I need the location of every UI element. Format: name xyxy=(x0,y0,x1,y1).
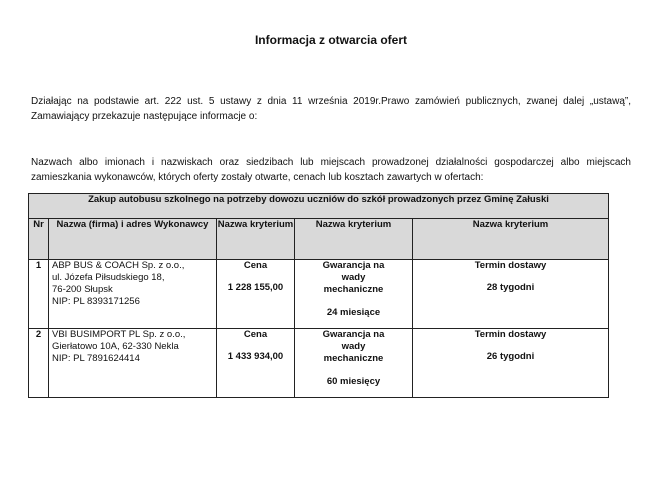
warranty-value: 24 miesiące xyxy=(326,307,381,318)
table-row xyxy=(29,329,609,398)
firm-line: 76-200 Słupsk xyxy=(52,284,113,295)
offers-table xyxy=(28,193,609,398)
delivery-label: Termin dostawy xyxy=(474,260,547,271)
firm-cell xyxy=(49,329,217,398)
warranty-label: Gwarancja na wady mechaniczne xyxy=(322,329,385,364)
firm-line: NIP: PL 8393171256 xyxy=(52,296,140,307)
bidders-intro-paragraph: Nazwach albo imionach i nazwiskach oraz siedzibach lub miejscach prowadzonej działalności gospodarczej albo miejscach zamieszkania wykonawców, których oferty zostały otwarte, cenach lub kosztach zawartych w ofertach: xyxy=(31,157,631,183)
col-criterion-3-header: Nazwa kryterium xyxy=(413,219,609,260)
price-label: Cena xyxy=(243,260,268,271)
firm-line: NIP: PL 7891624414 xyxy=(52,353,140,364)
firm-line: ul. Józefa Piłsudskiego 18, xyxy=(52,272,165,283)
warranty-label: Gwarancja na wady mechaniczne xyxy=(322,260,385,295)
delivery-value: 26 tygodni xyxy=(486,351,535,362)
col-criterion-1-header: Nazwa kryterium xyxy=(217,219,295,260)
price-label: Cena xyxy=(243,329,268,340)
row-nr: 2 xyxy=(29,329,49,398)
page-title: Informacja z otwarcia ofert xyxy=(254,33,408,47)
price-cell xyxy=(217,260,295,329)
col-criterion-2-header: Nazwa kryterium xyxy=(295,219,413,260)
delivery-value: 28 tygodni xyxy=(486,282,535,293)
table-row xyxy=(29,260,609,329)
delivery-cell xyxy=(413,260,609,329)
delivery-label: Termin dostawy xyxy=(474,329,547,340)
table-heading-row xyxy=(29,194,609,219)
firm-line: Gierłatowo 10A, 62-330 Nekla xyxy=(52,341,179,352)
price-value: 1 433 934,00 xyxy=(227,351,284,362)
firm-line: ABP BUS & COACH Sp. z o.o., xyxy=(52,260,185,271)
delivery-cell xyxy=(413,329,609,398)
col-firm-header: Nazwa (firma) i adres Wykonawcy xyxy=(49,219,217,260)
warranty-cell xyxy=(295,329,413,398)
warranty-cell xyxy=(295,260,413,329)
procurement-title: Zakup autobusu szkolnego na potrzeby dowozu uczniów do szkół prowadzonych przez Gminę Załuski xyxy=(29,194,609,219)
firm-cell xyxy=(49,260,217,329)
price-value: 1 228 155,00 xyxy=(227,282,284,293)
column-header-row xyxy=(29,219,609,260)
legal-basis-paragraph: Działając na podstawie art. 222 ust. 5 ustawy z dnia 11 września 2019r.Prawo zamówień publicznych, zwanej dalej „ustawą”, Zamawiający przekazuje następujące informacje o: xyxy=(31,96,631,122)
row-nr: 1 xyxy=(29,260,49,329)
col-nr-header: Nr xyxy=(29,219,49,260)
price-cell xyxy=(217,329,295,398)
firm-line: VBI BUSIMPORT PL Sp. z o.o., xyxy=(52,329,186,340)
warranty-value: 60 miesięcy xyxy=(326,376,381,387)
